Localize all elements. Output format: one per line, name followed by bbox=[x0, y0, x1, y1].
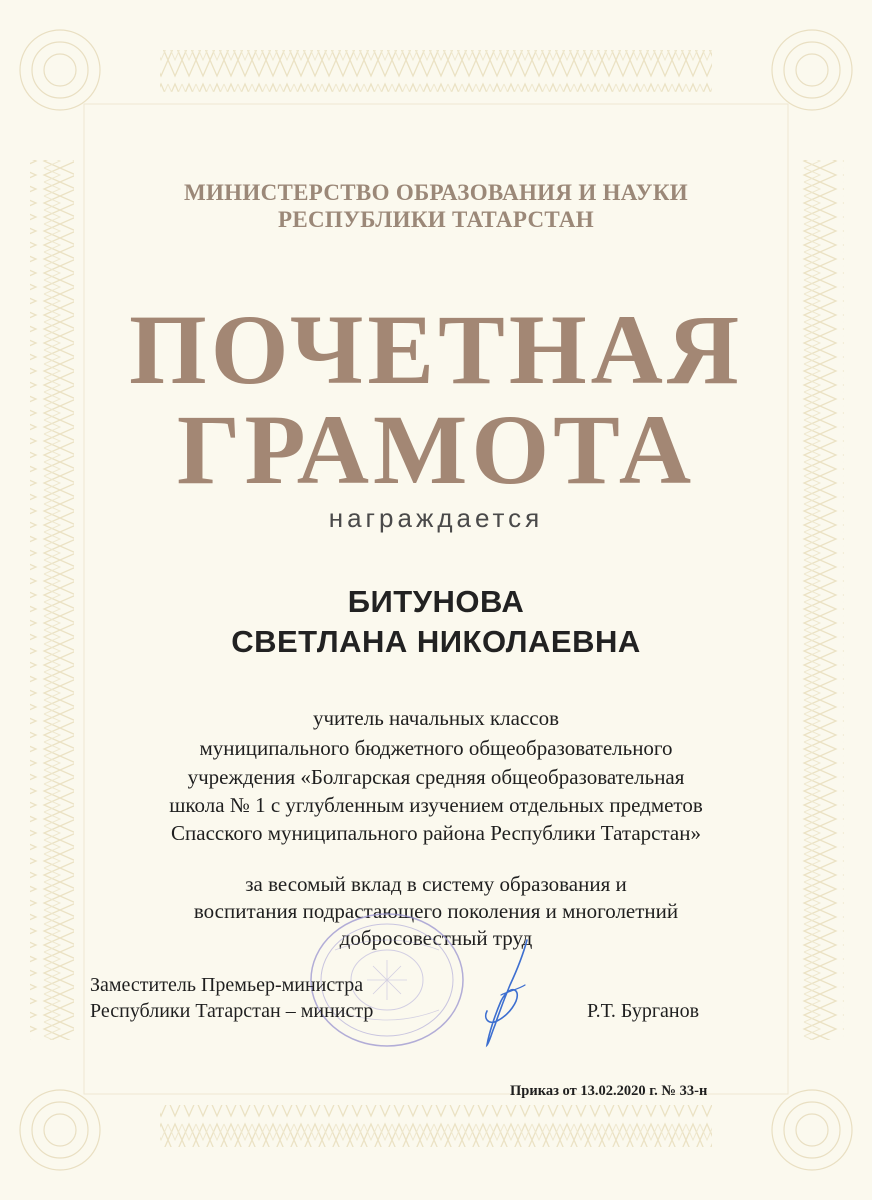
recipient-given-names: СВЕТЛАНА НИКОЛАЕВНА bbox=[231, 624, 641, 659]
position-line-1: учитель начальных классов bbox=[312, 706, 560, 730]
signatory-title-line-2: Республики Татарстан – министр bbox=[90, 1000, 374, 1022]
position-line-3: учреждения «Болгарская средняя общеобразовательная bbox=[187, 765, 685, 789]
ministry-line-2: РЕСПУБЛИКИ ТАТАРСТАН bbox=[278, 207, 594, 232]
recipient-surname: БИТУНОВА bbox=[347, 584, 525, 619]
position-line-5: Спасского муниципального района Республики Татарстан» bbox=[171, 821, 701, 845]
signature bbox=[465, 935, 545, 1050]
reason-line-3: добросовестный труд bbox=[339, 926, 533, 950]
title-line-2: ГРАМОТА bbox=[176, 394, 696, 505]
signatory-title-line-1: Заместитель Премьер-министра bbox=[90, 974, 364, 996]
position-line-2: муниципального бюджетного общеобразовательного bbox=[199, 736, 673, 760]
reason-line-1: за весомый вклад в систему образования и bbox=[245, 872, 627, 896]
reason-line-2: воспитания подрастающего поколения и многолетний bbox=[193, 899, 679, 923]
awarded-label: награждается bbox=[328, 503, 544, 533]
position-line-4: школа № 1 с углубленным изучением отдельных предметов bbox=[169, 793, 703, 817]
signatory-name: Р.Т. Бурганов bbox=[587, 1000, 700, 1022]
title-line-1: ПОЧЕТНАЯ bbox=[128, 294, 744, 405]
order-reference: Приказ от 13.02.2020 г. № 33-н bbox=[510, 1083, 708, 1099]
ministry-line-1: МИНИСТЕРСТВО ОБРАЗОВАНИЯ И НАУКИ bbox=[183, 180, 688, 205]
